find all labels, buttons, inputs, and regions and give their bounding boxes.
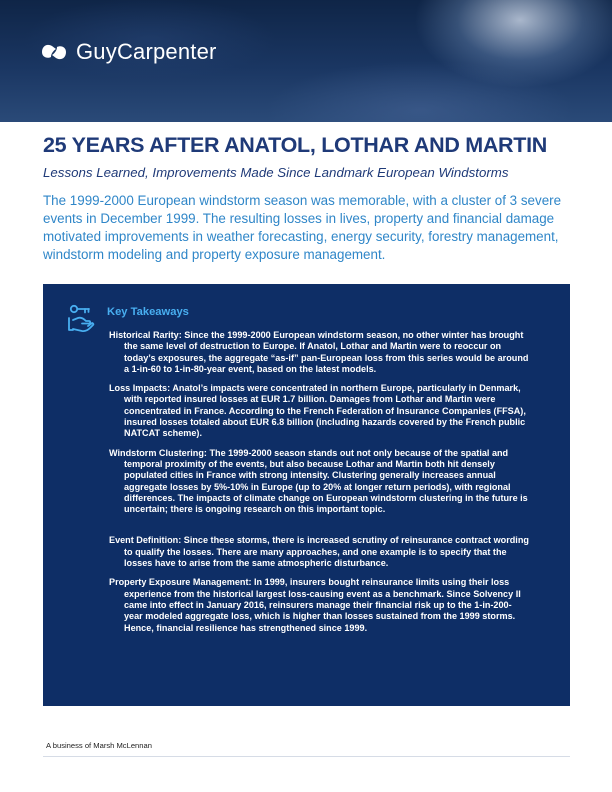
hand-key-icon xyxy=(67,304,95,336)
guy-carpenter-logo[interactable] xyxy=(40,38,217,66)
takeaway-loss-impacts: Loss Impacts: Anatol’s impacts were concentrated in northern Europe, particularly in Denmark, with reported insured losses at EUR 1.7 billion. Damages from Lothar and Martin were concentrated in France. According to the French Federation of Insurance Companies (FFSA), insured losses totaled about EUR 6.8 billion (including hazards covered by the French public NATCAT scheme). xyxy=(109,383,526,439)
page-subtitle: Lessons Learned, Improvements Made Since Landmark European Windstorms xyxy=(43,165,509,180)
key-takeaways-heading: Key Takeaways xyxy=(107,306,189,318)
brand-name: GuyCarpenter xyxy=(76,39,217,64)
takeaway-property-exposure: Property Exposure Management: In 1999, insurers bought reinsurance limits using their loss experience from the historical largest loss-causing event as a benchmark. Since Solvency II came into effect in January 2016, reinsurers manage their financial risk up to the 1-in-200-year modeled aggregate loss, which is higher than losses sustained from the 1999 storms. Hence, financial resilience has strengthened since 1999. xyxy=(109,577,521,633)
logo-mark-icon xyxy=(40,40,68,64)
takeaway-historical-rarity: Historical Rarity: Since the 1999-2000 European windstorm season, no other winter has brought the same level of destruction to Europe. If Anatol, Lothar and Martin were to reoccur on today’s exposures, the aggregate “as-if” pan-European loss from this series would be around a 1-in-60 to 1-in-80-year event, based on the latest models. xyxy=(109,330,529,374)
takeaway-event-definition: Event Definition: Since these storms, there is increased scrutiny of reinsurance contract wording to qualify the losses. There are many approaches, and one example is to specify that the losses have to arise from the same atmospheric disturbance. xyxy=(109,535,529,569)
header-banner xyxy=(0,0,612,122)
footer-divider xyxy=(43,756,570,757)
intro-paragraph: The 1999-2000 European windstorm season was memorable, with a cluster of 3 severe events in December 1999. The resulting losses in lives, property and financial damage motivated improvements in weather forecasting, energy security, forestry management, windstorm modeling and property exposure management. xyxy=(43,193,562,262)
takeaway-windstorm-clustering: Windstorm Clustering: The 1999-2000 season stands out not only because of the spatial and temporal proximity of the events, but also because Lothar and Martin both hit densely populated cities in France with strong intensity. Clustering generally increases annual aggregate losses by 5%-10% in Europe (up to 20% at longer return periods), with regional differences. The impacts of climate change on European windstorm clustering in the future is uncertain; there is ongoing research on this important topic. xyxy=(109,447,528,515)
page-title: 25 YEARS AFTER ANATOL, LOTHAR AND MARTIN xyxy=(43,133,548,157)
key-takeaways-panel xyxy=(43,284,570,706)
footer-tagline: A business of Marsh McLennan xyxy=(46,741,152,750)
takeaways-list xyxy=(109,330,529,642)
